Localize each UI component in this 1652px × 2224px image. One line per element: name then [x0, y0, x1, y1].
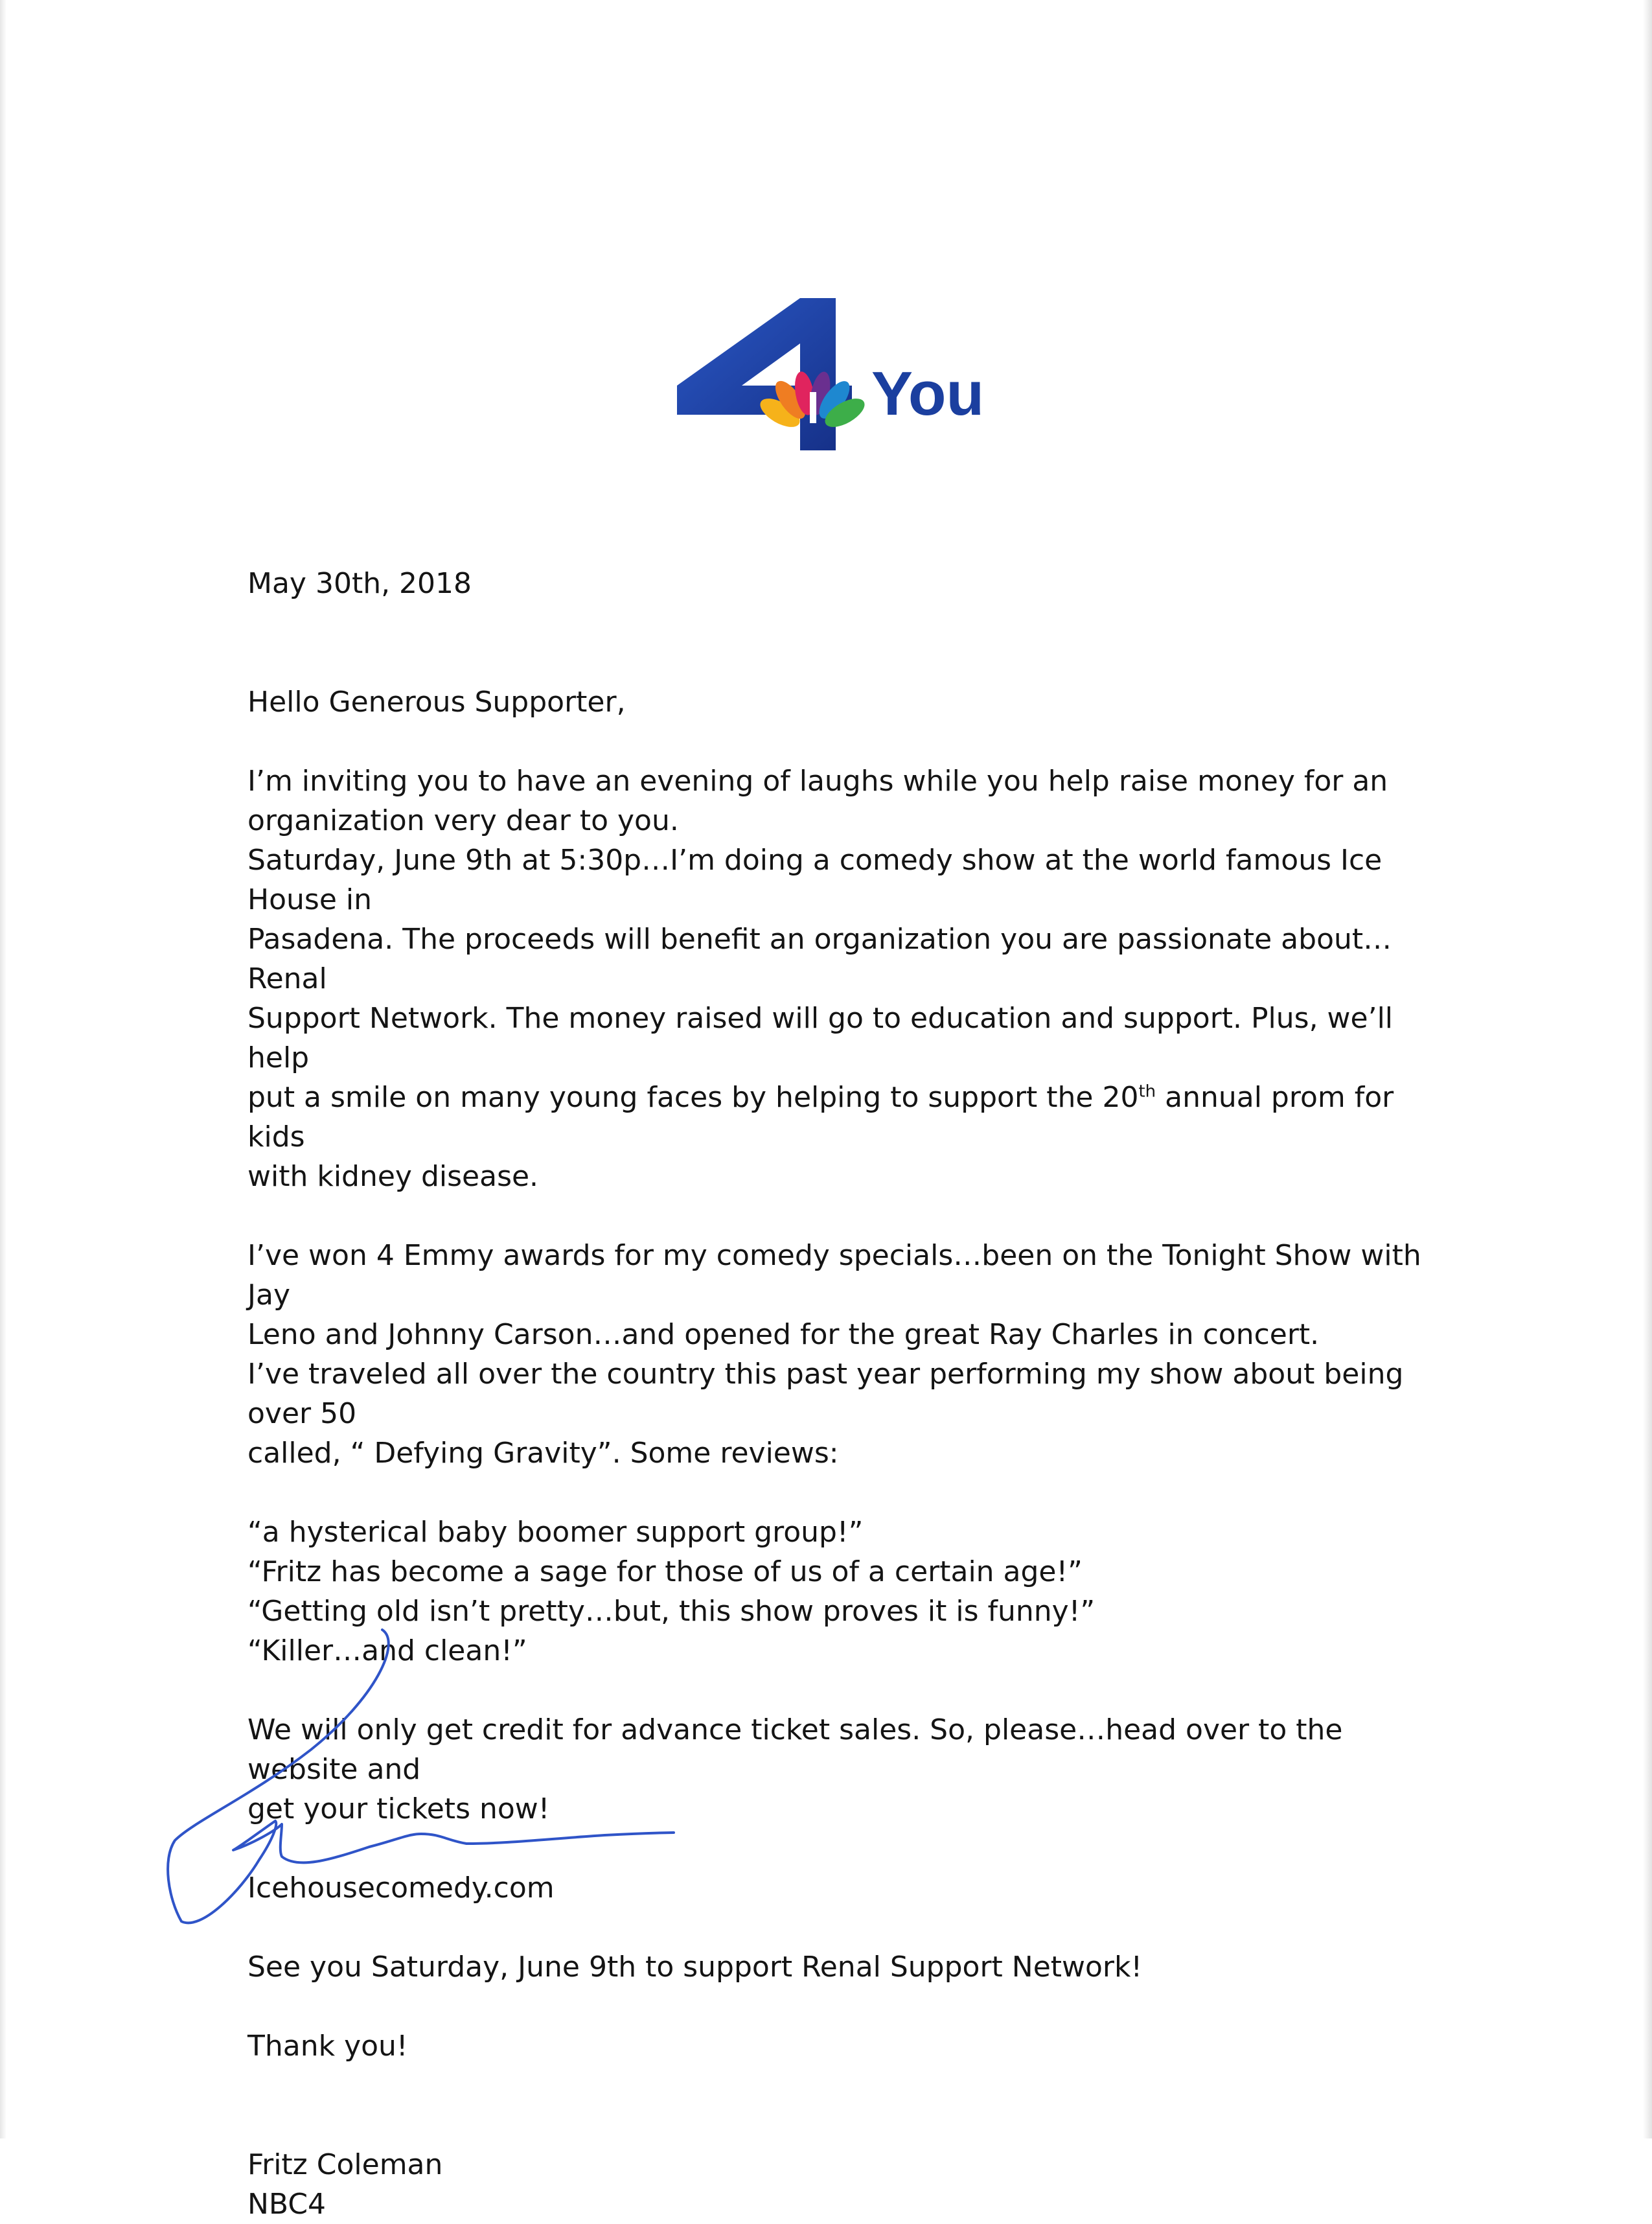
para1-line3: Saturday, June 9th at 5:30p…I’m doing a comedy show at the world famous Ice House in [247, 844, 1382, 916]
para1-line6 [247, 1078, 1427, 1157]
para3-line1: We will only get credit for advance ticket sales. So, please…head over to the website and [247, 1713, 1343, 1786]
4-you-logo [674, 295, 998, 463]
para1-line6-end: annual prom for kids [247, 1081, 1394, 1153]
para2-line1: I’ve won 4 Emmy awards for my comedy specials…been on the Tonight Show with Jay [247, 1239, 1421, 1312]
see-you-line: See you Saturday, June 9th to support Renal Support Network! [247, 1951, 1143, 1984]
scan-edge-right [1643, 0, 1652, 2138]
signer-name: Fritz Coleman [247, 2148, 443, 2181]
review-4: “Killer…and clean!” [247, 1634, 527, 1667]
website-text: Icehousecomedy.com [247, 1871, 555, 1905]
para1-line5: Support Network. The money raised will go to education and support. Plus, we’ll help [247, 1002, 1394, 1074]
signer-org: NBC4 [247, 2188, 327, 2221]
para1-line6-start: put a smile on many young faces by helping to support the 20 [247, 1081, 1139, 1114]
para1-line1: I’m inviting you to have an evening of laughs while you help raise money for an [247, 765, 1388, 798]
para3-line2: get your tickets now! [247, 1792, 550, 1825]
scan-edge-left [0, 0, 6, 2138]
para1-line4: Pasadena. The proceeds will benefit an organization you are passionate about…Renal [247, 923, 1392, 995]
para1-line2: organization very dear to you. [247, 804, 679, 837]
logo-word-you: You [871, 359, 985, 428]
thank-you-line: Thank you! [247, 2030, 408, 2063]
review-3: “Getting old isn’t pretty…but, this show proves it is funny!” [247, 1595, 1096, 1628]
review-2: “Fritz has become a sage for those of us of a certain age!” [247, 1555, 1083, 1588]
letter-greeting: Hello Generous Supporter, [247, 686, 626, 719]
para2-line2: Leno and Johnny Carson…and opened for the great Ray Charles in concert. [247, 1318, 1320, 1351]
ordinal-suffix: th [1138, 1082, 1156, 1102]
para2-line3: I’ve traveled all over the country this past year performing my show about being over 50 [247, 1358, 1404, 1430]
review-1: “a hysterical baby boomer support group!” [247, 1516, 864, 1549]
para1-line7: with kidney disease. [247, 1160, 539, 1193]
letter-body [247, 564, 1427, 2224]
para2-line4: called, “ Defying Gravity”. Some reviews: [247, 1437, 839, 1470]
letter-date: May 30th, 2018 [247, 567, 472, 600]
